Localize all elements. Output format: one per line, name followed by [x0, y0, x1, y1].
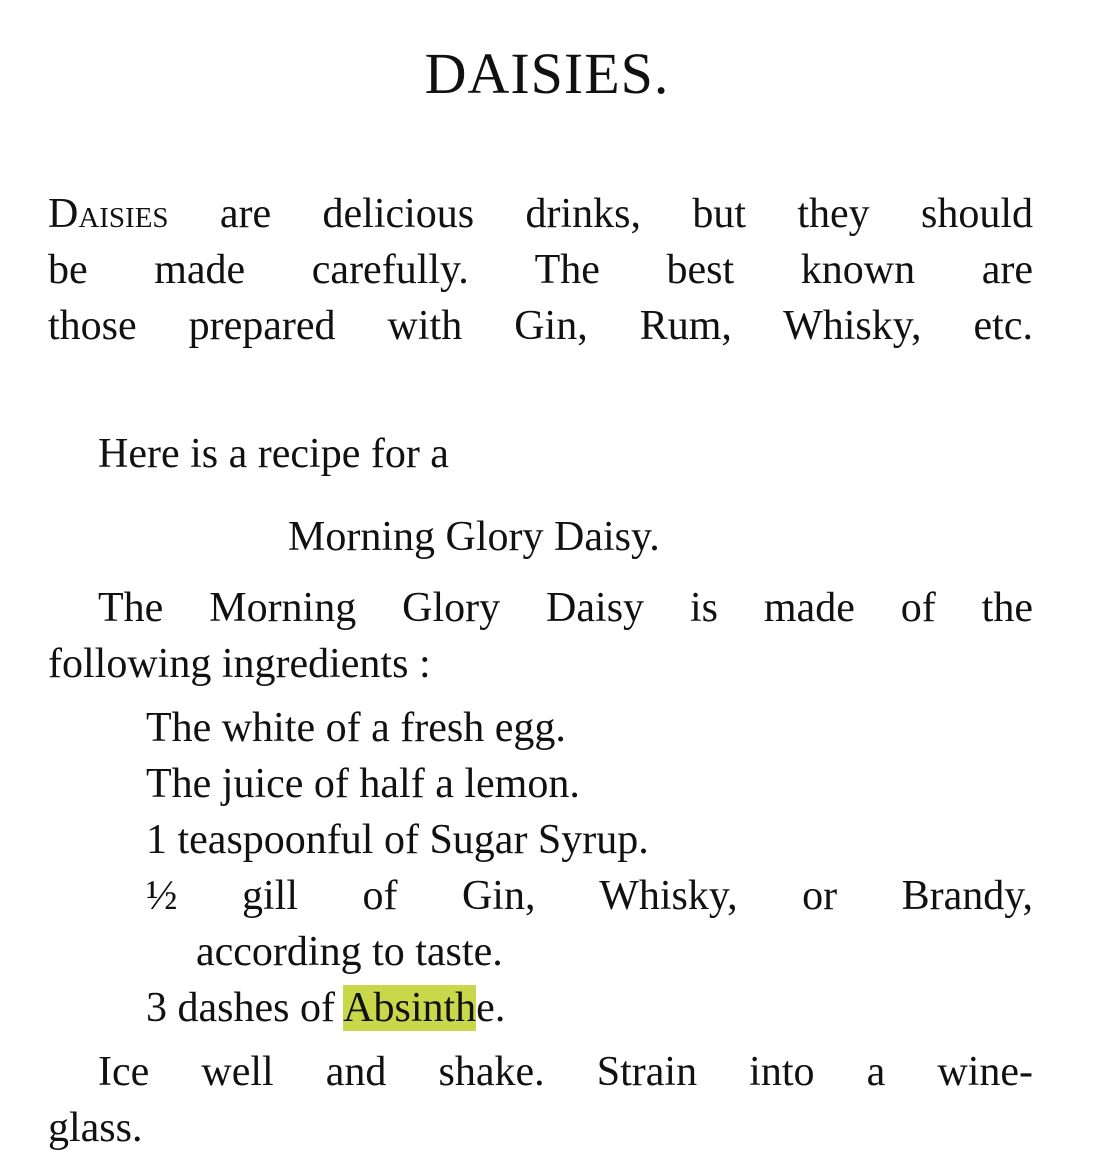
ingredient-absinthe [146, 980, 1033, 1036]
intro-line-3: those prepared with Gin, Rum, Whisky, etc. [48, 303, 1033, 349]
ingredient-syrup: 1 teaspoonful of Sugar Syrup. [146, 817, 649, 863]
ingredient-lemon: The juice of half a lemon. [146, 761, 580, 807]
closing-paragraph [48, 1044, 1033, 1156]
intro-line-1 [48, 186, 1033, 242]
intro-line-2: be made carefully. The best known are [48, 247, 1033, 293]
closing-line-2: glass. [48, 1105, 143, 1151]
closing-line-1: Ice well and shake. Strain into a wine- [98, 1049, 1033, 1095]
intro-paragraph [48, 186, 1033, 354]
recipe-intro-line: Here is a recipe for a [98, 431, 449, 477]
absinthe-highlight: Absinth [343, 985, 477, 1031]
ingredient-spirit: ½ gill of Gin, Whisky, or Brandy, [146, 873, 1033, 919]
recipe-title: Morning Glory Daisy. [288, 514, 660, 560]
intro-line-1-rest: are delicious drinks, but they should [168, 191, 1033, 237]
absinthe-suffix: e. [476, 985, 506, 1031]
ingredient-egg: The white of a fresh egg. [146, 705, 566, 751]
page-title: DAISIES. [424, 41, 670, 106]
made-of-line-1: The Morning Glory Daisy is made of the [98, 585, 1033, 631]
made-of-paragraph [48, 580, 1033, 692]
ingredient-spirit-continuation: according to taste. [196, 929, 503, 975]
absinthe-prefix: 3 dashes of [146, 985, 344, 1031]
ingredient-list [146, 700, 1033, 1036]
intro-lead-word: Daisies [48, 191, 169, 237]
made-of-line-2: following ingredients : [48, 641, 431, 687]
